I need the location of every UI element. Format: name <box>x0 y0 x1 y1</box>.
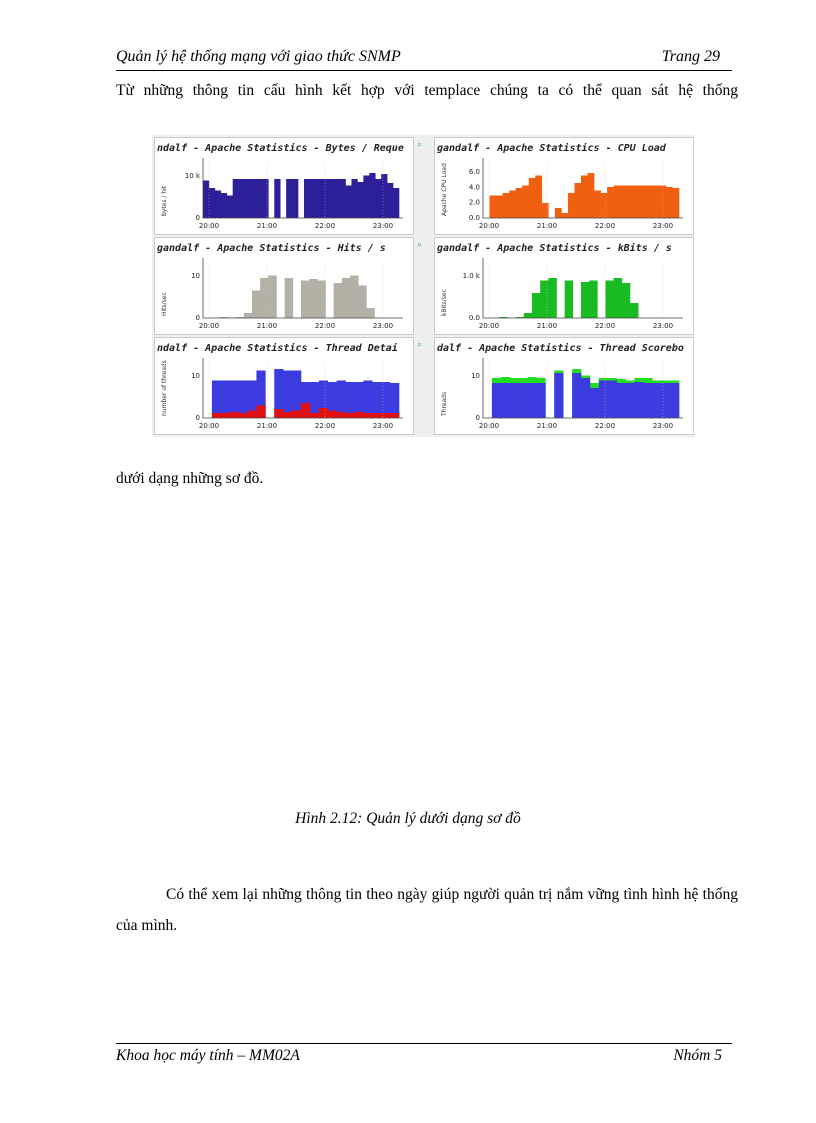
graph-bar <box>606 281 614 319</box>
graph-bar-secondary <box>221 413 230 418</box>
graph-bar <box>565 281 573 319</box>
graph-x-tick: 21:00 <box>256 222 278 230</box>
graph-x-tick: 20:00 <box>478 322 500 330</box>
graph-bar <box>310 382 319 418</box>
graph-bar <box>301 281 309 319</box>
footer-left: Khoa học máy tính – MM02A <box>116 1047 300 1064</box>
graph-bar <box>522 186 529 219</box>
graph-bar <box>342 278 350 318</box>
graph-x-tick: 21:00 <box>256 422 278 430</box>
graph-bar <box>309 279 317 318</box>
graph-bar <box>626 383 635 418</box>
graph-x-tick: 22:00 <box>314 422 336 430</box>
graph-y-tick: 1.0 k <box>462 272 480 280</box>
graph-bar <box>283 371 292 419</box>
graph-bar <box>203 181 209 219</box>
graph-bar <box>251 179 257 218</box>
graph-bar-secondary <box>363 413 372 418</box>
graph-y-tick: 10 <box>471 372 480 380</box>
graph-bar <box>496 196 503 219</box>
graph-panel <box>154 137 414 235</box>
graph-bar <box>630 303 638 318</box>
graph-bar <box>501 383 510 418</box>
graph-bar <box>239 381 248 419</box>
graph-bar-secondary <box>328 411 337 419</box>
graph-x-tick: 23:00 <box>652 422 674 430</box>
graph-bar <box>221 381 230 419</box>
graph-bar <box>492 383 501 418</box>
graph-y-tick: 0 <box>475 414 480 422</box>
graph-bar <box>239 179 245 218</box>
graph-bar <box>670 383 679 418</box>
graph-bar <box>328 179 334 218</box>
graph-bar-secondary <box>301 403 310 418</box>
graph-bar <box>540 281 548 319</box>
graph-bar <box>363 176 369 219</box>
graph-bar <box>661 383 670 418</box>
graph-title: gandalf - Apache Statistics - CPU Load <box>437 143 666 154</box>
graph-bar <box>503 193 510 218</box>
graph-x-tick: 23:00 <box>652 322 674 330</box>
graph-bar <box>646 186 653 219</box>
graph-bar <box>366 308 374 318</box>
graph-bar <box>581 282 589 318</box>
graph-bar <box>346 382 355 418</box>
magnifier-icon[interactable]: ⌕ <box>417 239 423 249</box>
graph-bar <box>268 276 276 319</box>
paragraph-intro: Từ những thông tin cấu hình kết hợp với templace chúng ta có thể quan sát hệ thống <box>116 82 738 99</box>
graph-bar <box>640 186 647 219</box>
graph-panel <box>434 337 694 435</box>
graph-y-tick: 0.0 <box>468 314 480 322</box>
graph-bar <box>574 183 581 218</box>
graph-bar <box>516 188 523 218</box>
graph-bar <box>252 291 260 319</box>
graph-bar <box>572 373 581 418</box>
graph-bar-secondary <box>346 413 355 418</box>
graph-y-tick: 10 k <box>184 172 200 180</box>
graph-x-tick: 20:00 <box>198 322 220 330</box>
graph-bar-secondary <box>319 408 328 418</box>
header-title: Quản lý hệ thống mạng với giao thức SNMP <box>116 48 401 65</box>
graph-bar <box>381 382 390 418</box>
graph-bar <box>357 182 363 218</box>
graph-bar <box>346 186 352 219</box>
graph-x-tick: 20:00 <box>198 222 220 230</box>
graph-bar <box>666 187 673 218</box>
graph-bar <box>652 383 661 418</box>
graph-bar-secondary <box>239 413 248 418</box>
graph-bar <box>245 179 251 218</box>
graph-bar <box>590 388 599 418</box>
graph-bar <box>221 193 227 218</box>
graph-x-tick: 22:00 <box>314 322 336 330</box>
graph-bar-secondary <box>310 413 319 418</box>
graph-bar <box>601 193 608 218</box>
graph-bar <box>215 191 221 219</box>
graph-x-tick: 23:00 <box>372 222 394 230</box>
graph-bar <box>334 283 342 318</box>
graph-bar <box>212 381 221 419</box>
graph-bar <box>340 179 346 218</box>
graph-bar <box>227 196 233 219</box>
graph-x-tick: 23:00 <box>372 422 394 430</box>
graph-title: gandalf - Apache Statistics - kBits / s <box>437 243 672 254</box>
graph-bar <box>510 383 519 418</box>
graph-bar <box>581 378 590 418</box>
graph-bar <box>390 383 399 418</box>
magnifier-icon[interactable]: ⌕ <box>417 139 423 149</box>
graph-bar <box>643 383 652 418</box>
figure-caption: Hình 2.12: Quản lý dưới dạng sơ đồ <box>295 810 521 827</box>
graph-y-label: kBits/sec <box>441 289 448 316</box>
graph-bar <box>256 179 262 218</box>
graph-bar <box>310 179 316 218</box>
graph-bar <box>568 193 575 218</box>
graph-bar <box>358 286 366 319</box>
graph-bar <box>209 188 215 218</box>
graph-bar <box>317 281 325 319</box>
graph-panel <box>154 337 414 435</box>
footer-right: Nhóm 5 <box>673 1047 722 1064</box>
graph-x-tick: 22:00 <box>594 222 616 230</box>
graph-bar-secondary <box>337 412 346 418</box>
graph-bar <box>387 183 393 218</box>
graph-bar <box>536 383 545 418</box>
graph-bar <box>292 179 298 218</box>
graph-bar <box>262 179 268 218</box>
graph-bar <box>633 186 640 219</box>
graph-bar-secondary <box>354 412 363 418</box>
graph-bar <box>614 278 622 318</box>
graph-y-tick: 0 <box>195 314 200 322</box>
graph-bar <box>274 179 280 218</box>
header-page-number: Trang 29 <box>661 48 720 65</box>
graph-y-label: Hits/sec <box>161 292 168 316</box>
graph-bar <box>608 381 617 419</box>
graph-x-tick: 22:00 <box>594 322 616 330</box>
graph-panel <box>154 237 414 335</box>
graph-y-tick: 10 <box>191 372 200 380</box>
graph-bar-secondary <box>292 411 301 419</box>
graph-x-tick: 21:00 <box>256 322 278 330</box>
page-footer <box>116 1043 732 1064</box>
graph-bar <box>599 381 608 419</box>
magnifier-icon[interactable]: ⌕ <box>417 339 423 349</box>
graph-bar <box>607 187 614 218</box>
graph-bar <box>617 383 626 418</box>
graph-bar <box>620 186 627 219</box>
graph-bar-secondary <box>230 412 239 418</box>
graph-panel <box>434 237 694 335</box>
graph-bar <box>653 186 660 219</box>
graph-bar <box>369 173 375 218</box>
graph-bar <box>614 186 621 219</box>
graph-y-tick: 0 <box>195 214 200 222</box>
graph-title: gandalf - Apache Statistics - Hits / s <box>157 243 386 254</box>
graph-y-tick: 10 <box>191 272 200 280</box>
graph-bar <box>535 176 542 219</box>
graph-bar-secondary <box>274 409 283 418</box>
graph-bar <box>372 382 381 418</box>
paragraph-summary: Có thể xem lại những thông tin theo ngày giúp người quản trị nắm vững tình hình hệ thống của mình. <box>116 886 738 934</box>
graph-bar-secondary <box>283 412 292 418</box>
graph-x-tick: 20:00 <box>478 222 500 230</box>
graph-x-tick: 21:00 <box>536 422 558 430</box>
graph-y-label: Apache CPU Load <box>441 163 448 216</box>
graph-x-tick: 21:00 <box>536 222 558 230</box>
graph-bar <box>393 188 399 218</box>
graph-bar <box>286 179 292 218</box>
graph-bar <box>581 176 588 219</box>
graph-bar <box>588 173 595 218</box>
graph-bar <box>672 188 679 218</box>
graph-bar <box>375 179 381 218</box>
graph-title: dalf - Apache Statistics - Thread Scorebo <box>437 343 684 354</box>
graph-bar <box>622 283 630 318</box>
graph-bar-secondary <box>372 413 381 418</box>
graph-y-tick: 4.0 <box>468 183 480 192</box>
graph-bar <box>363 381 372 419</box>
graph-bar <box>233 179 239 218</box>
graph-bar <box>350 276 358 319</box>
graph-panel <box>434 137 694 235</box>
graph-y-tick: 2.0 <box>468 198 480 207</box>
graph-bar <box>627 186 634 219</box>
graph-x-tick: 21:00 <box>536 322 558 330</box>
graph-bar <box>529 178 536 218</box>
graph-x-tick: 23:00 <box>652 222 674 230</box>
graph-bar <box>634 382 643 418</box>
graph-bar <box>316 179 322 218</box>
graph-x-tick: 22:00 <box>594 422 616 430</box>
graph-bar <box>381 174 387 218</box>
graph-x-tick: 23:00 <box>372 322 394 330</box>
graph-y-label: number of threads <box>161 360 168 416</box>
graph-bar <box>528 383 537 418</box>
graph-bar <box>244 313 252 318</box>
graph-y-label: bytes / hit <box>161 185 168 216</box>
graph-bar <box>509 191 516 219</box>
graph-bar <box>285 278 293 318</box>
graph-bar <box>490 196 497 219</box>
graph-bar <box>260 278 268 318</box>
page-header <box>116 48 732 71</box>
graph-bar-secondary <box>256 406 265 419</box>
graph-bar-secondary <box>381 413 390 418</box>
graph-x-tick: 22:00 <box>314 222 336 230</box>
graph-title: ndalf - Apache Statistics - Thread Detai <box>157 343 398 354</box>
figure-graphs <box>152 135 694 437</box>
graph-bar-secondary <box>212 413 221 418</box>
graph-bar <box>351 179 357 218</box>
graph-x-tick: 20:00 <box>198 422 220 430</box>
graph-bar <box>561 213 568 218</box>
graph-bar <box>554 373 563 418</box>
graph-bar <box>519 383 528 418</box>
graph-bar <box>589 281 597 319</box>
graph-title: ndalf - Apache Statistics - Bytes / Reque <box>157 143 404 154</box>
graph-bar-secondary <box>390 413 399 418</box>
graph-bar <box>548 278 556 318</box>
graph-y-label: Threads <box>441 391 448 416</box>
graph-bar <box>524 313 532 318</box>
graph-bar <box>532 293 540 318</box>
graph-bar <box>304 179 310 218</box>
paragraph-intro-continued: dưới dạng những sơ đồ. <box>116 470 264 487</box>
graph-y-tick: 0.0 <box>468 214 480 222</box>
graph-bar <box>542 203 549 218</box>
graph-y-tick: 6.0 <box>468 168 480 176</box>
graph-x-tick: 20:00 <box>478 422 500 430</box>
graph-bar-secondary <box>248 411 257 419</box>
graph-bar <box>594 191 601 219</box>
graph-bar <box>334 179 340 218</box>
graph-y-tick: 0 <box>195 414 200 422</box>
graph-bar <box>555 208 562 218</box>
